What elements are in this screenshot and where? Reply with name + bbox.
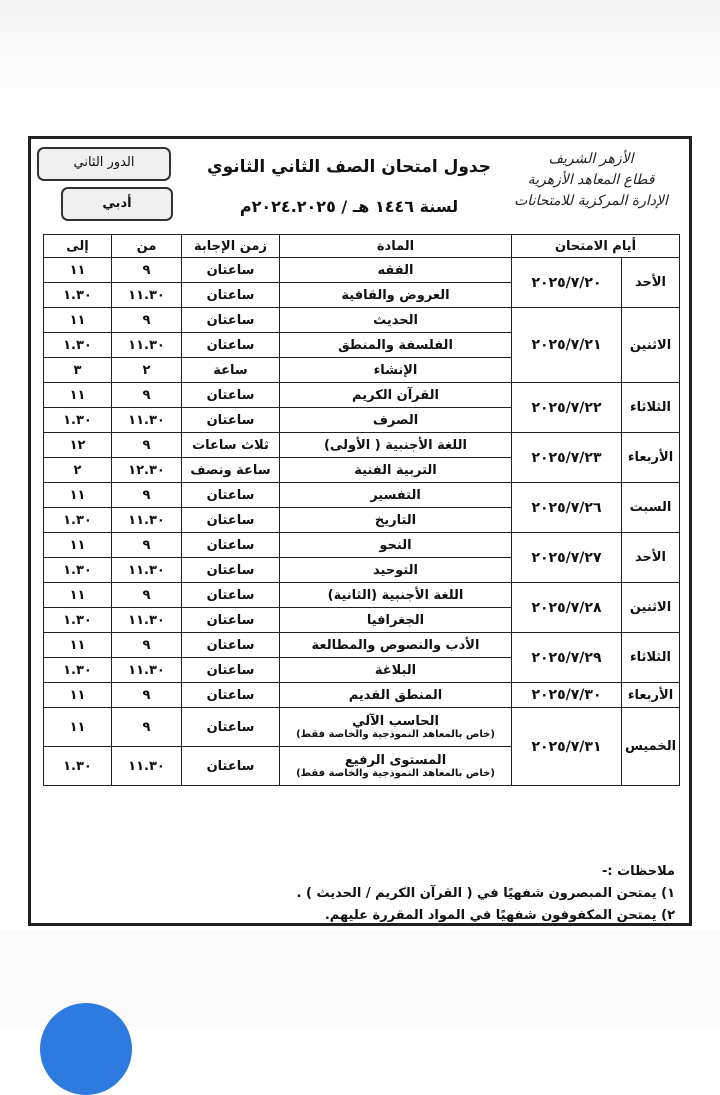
day-cell: الاثنين [622,583,680,633]
from-time-cell: ١١.٣٠ [112,408,182,433]
table-header-row [44,235,680,258]
table-row [44,433,680,458]
duration-cell: ساعتان [182,558,280,583]
from-time-cell: ٩ [112,308,182,333]
azhar-logo [511,149,671,212]
from-time-cell: ٩ [112,258,182,283]
date-cell: ٢٠٢٥/٧/٣١ [512,708,622,786]
exam-schedule-document [28,136,692,926]
header-days: أيام الامتحان [512,235,680,258]
subject-cell: التاريخ [280,508,512,533]
to-time-cell: ١.٣٠ [44,333,112,358]
from-time-cell: ٩ [112,433,182,458]
duration-cell: ساعتان [182,508,280,533]
notes-section [55,861,675,927]
from-time-cell: ٩ [112,533,182,558]
subject-cell: البلاغة [280,658,512,683]
date-cell: ٢٠٢٥/٧/٢٧ [512,533,622,583]
subject-cell: الإنشاء [280,358,512,383]
to-time-cell: ١.٣٠ [44,408,112,433]
photo-background-top [0,0,720,110]
table-row [44,708,680,747]
subject-cell: العروض والقافية [280,283,512,308]
duration-cell: ساعتان [182,658,280,683]
duration-cell: ساعتان [182,333,280,358]
duration-cell: ساعتان [182,683,280,708]
note-item-2: ٢) يمتحن المكفوفون شفهيًا في المواد المقررة عليهم. [324,908,675,923]
subject-cell: اللغة الأجنبية ( الأولى) [280,433,512,458]
from-time-cell: ٩ [112,583,182,608]
subject-cell [280,747,512,786]
subject-cell: النحو [280,533,512,558]
table-row [44,308,680,333]
subject-note: (خاص بالمعاهد النموذجية والخاصة فقط) [296,768,495,779]
day-cell: السبت [622,483,680,533]
logo-line-1: الأزهر الشريف [548,151,634,167]
day-cell: الخميس [622,708,680,786]
notes-heading: ملاحظات :- [601,864,675,879]
duration-cell: ساعتان [182,308,280,333]
to-time-cell: ١١ [44,258,112,283]
header-from: من [112,235,182,258]
academic-year: لسنة ١٤٤٦ هـ / ٢٠٢٤.٢٠٢٥م [239,197,459,216]
duration-cell: ساعتان [182,483,280,508]
header-duration: زمن الإجابة [182,235,280,258]
from-time-cell: ١٢.٣٠ [112,458,182,483]
schedule-table [43,234,680,786]
to-time-cell: ١.٣٠ [44,558,112,583]
to-time-cell: ١.٣٠ [44,283,112,308]
to-time-cell: ٢ [44,458,112,483]
duration-cell: ساعتان [182,283,280,308]
header-to: إلى [44,235,112,258]
from-time-cell: ٩ [112,483,182,508]
date-cell: ٢٠٢٥/٧/٣٠ [512,683,622,708]
subject-cell: الصرف [280,408,512,433]
day-cell: الأربعاء [622,433,680,483]
table-row [44,583,680,608]
table-row [44,533,680,558]
day-cell: الثلاثاء [622,383,680,433]
schedule-body [44,258,680,786]
duration-cell: ساعتان [182,708,280,747]
subject-cell [280,708,512,747]
to-time-cell: ١.٣٠ [44,658,112,683]
day-cell: الأحد [622,258,680,308]
to-time-cell: ١.٣٠ [44,608,112,633]
subject-cell: القرآن الكريم [280,383,512,408]
from-time-cell: ٩ [112,633,182,658]
from-time-cell: ١١.٣٠ [112,608,182,633]
duration-cell: ساعتان [182,533,280,558]
subject-name: المستوى الرفيع [344,753,447,768]
from-time-cell: ١١.٣٠ [112,658,182,683]
date-cell: ٢٠٢٥/٧/٢٦ [512,483,622,533]
duration-cell: ساعة [182,358,280,383]
duration-cell: ساعتان [182,383,280,408]
to-time-cell: ١١ [44,633,112,658]
from-time-cell: ٩ [112,383,182,408]
to-time-cell: ١١ [44,683,112,708]
floating-action-button[interactable] [40,1003,132,1095]
date-cell: ٢٠٢٥/٧/٢٨ [512,583,622,633]
from-time-cell: ٩ [112,683,182,708]
duration-cell: ساعة ونصف [182,458,280,483]
to-time-cell: ١١ [44,483,112,508]
table-row [44,683,680,708]
subject-cell: الأدب والنصوص والمطالعة [280,633,512,658]
duration-cell: ساعتان [182,583,280,608]
to-time-cell: ١.٣٠ [44,508,112,533]
date-cell: ٢٠٢٥/٧/٢٩ [512,633,622,683]
day-cell: الثلاثاء [622,633,680,683]
from-time-cell: ١١.٣٠ [112,333,182,358]
subject-cell: التفسير [280,483,512,508]
duration-cell: ساعتان [182,747,280,786]
table-row [44,383,680,408]
from-time-cell: ٩ [112,708,182,747]
exam-round-box: الدور الثاني [37,147,171,181]
day-cell: الأربعاء [622,683,680,708]
from-time-cell: ٢ [112,358,182,383]
branch-box: أدبي [61,187,173,221]
table-row [44,258,680,283]
from-time-cell: ١١.٣٠ [112,283,182,308]
date-cell: ٢٠٢٥/٧/٢٣ [512,433,622,483]
to-time-cell: ١١ [44,308,112,333]
subject-name: الحاسب الآلي [352,714,439,729]
subject-cell: الحديث [280,308,512,333]
document-title: جدول امتحان الصف الثاني الثانوي [207,157,491,177]
note-item-1: ١) يمتحن المبصرون شفهيًا في ( القرآن الكريم / الحديث ) . [296,886,675,901]
from-time-cell: ١١.٣٠ [112,558,182,583]
subject-cell: التربية الفنية [280,458,512,483]
date-cell: ٢٠٢٥/٧/٢٢ [512,383,622,433]
subject-cell: الجغرافيا [280,608,512,633]
day-cell: الأحد [622,533,680,583]
date-cell: ٢٠٢٥/٧/٢١ [512,308,622,383]
subject-cell: التوحيد [280,558,512,583]
duration-cell: ساعتان [182,408,280,433]
table-row [44,633,680,658]
subject-cell: المنطق القديم [280,683,512,708]
to-time-cell: ٣ [44,358,112,383]
to-time-cell: ١١ [44,708,112,747]
to-time-cell: ١.٣٠ [44,747,112,786]
document-header [31,139,689,231]
to-time-cell: ١١ [44,383,112,408]
from-time-cell: ١١.٣٠ [112,747,182,786]
subject-note: (خاص بالمعاهد النموذجية والخاصة فقط) [296,729,495,740]
logo-line-3: الإدارة المركزية للامتحانات [514,193,668,209]
table-row [44,483,680,508]
from-time-cell: ١١.٣٠ [112,508,182,533]
to-time-cell: ١١ [44,533,112,558]
logo-line-2: قطاع المعاهد الأزهرية [527,172,655,188]
subject-cell: الفقه [280,258,512,283]
duration-cell: ساعتان [182,608,280,633]
duration-cell: ثلاث ساعات [182,433,280,458]
date-cell: ٢٠٢٥/٧/٢٠ [512,258,622,308]
day-cell: الاثنين [622,308,680,383]
duration-cell: ساعتان [182,633,280,658]
duration-cell: ساعتان [182,258,280,283]
to-time-cell: ١٢ [44,433,112,458]
to-time-cell: ١١ [44,583,112,608]
subject-cell: الفلسفة والمنطق [280,333,512,358]
header-subject: المادة [280,235,512,258]
subject-cell: اللغة الأجنبية (الثانية) [280,583,512,608]
